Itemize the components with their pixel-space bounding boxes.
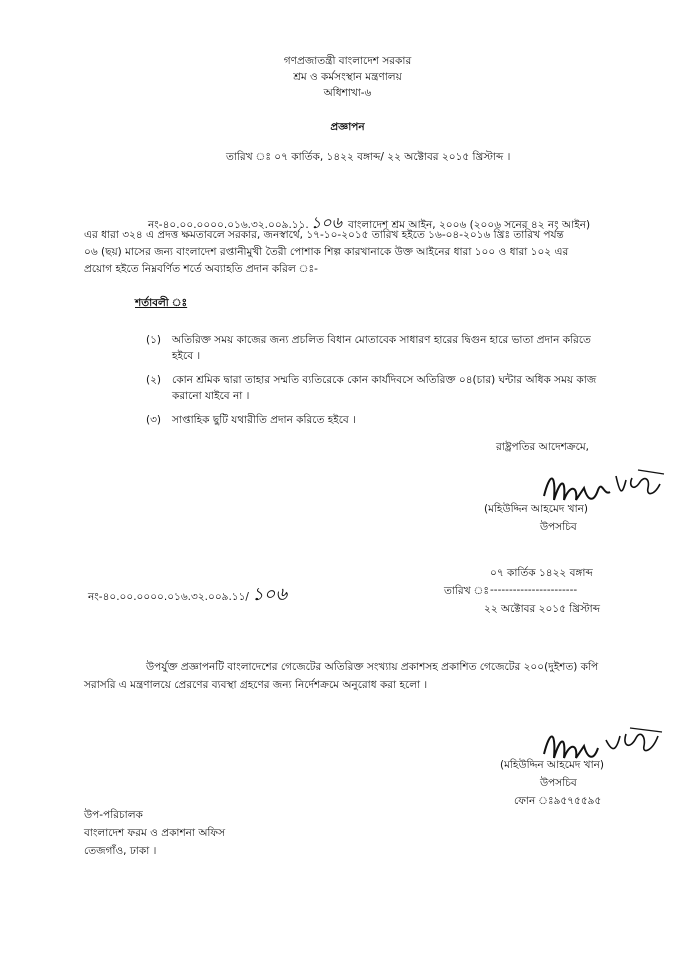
condition-item	[146, 332, 636, 366]
recipient-office: বাংলাদেশ ফরম ও প্রকাশনা অফিস	[84, 827, 226, 839]
memo2-date-english: ২২ অক্টোবর ২০১৫ খ্রিস্টাব্দ	[484, 603, 601, 615]
memo2-date-dashes: -----------------------	[490, 584, 578, 596]
recipient-address: তেজগাঁও, ঢাকা ।	[84, 845, 157, 857]
body-line-2: এর ধারা ৩২৪ এ প্রদত্ত ক্ষমতাবলে সরকার, জনস্বার্থে, ১৭-১০-২০১৫ তারিখ হইতে ১৬-০৪-২০১৬ খ্রিঃ তারিখ পর্যন্ত	[84, 229, 564, 241]
condition-text: অতিরিক্ত সময় কাজের জন্য প্রচলিত বিধান মোতাবেক সাধারণ হারের দ্বিগুন হারে ভাতা প্রদান করিতে	[172, 334, 591, 346]
memo-law-reference: বাংলাদেশ শ্রম আইন, ২০০৬ (২০০৬ সনের ৪২ নং আইন)	[347, 219, 591, 231]
recipient-title: উপ-পরিচালক	[84, 809, 143, 821]
section-name: অধিশাখা-৬	[323, 87, 372, 99]
condition-text-cont: হইবে ।	[172, 350, 201, 362]
signatory-name-1: (মহিউদ্দিন আহমেদ খান)	[484, 503, 588, 515]
body-line-4: প্রয়োগ হইতে নিম্নবর্ণিত শর্তে অব্যাহতি প্রদান করিল ঃ-	[84, 263, 318, 275]
memo2-handwritten-number: ১০৬	[251, 584, 288, 605]
memo-handwritten-number: ১০৬	[310, 213, 342, 232]
government-name: গণপ্রজাতন্ত্রী বাংলাদেশ সরকার	[283, 55, 412, 67]
request-line-2: সরাসরি এ মন্ত্রণালয়ে প্রেরণের ব্যবস্থা গ্রহণের জন্য নির্দেশক্রমে অনুরোধ করা হলো ।	[84, 679, 428, 691]
ministry-name: শ্রম ও কর্মসংস্থান মন্ত্রণালয়	[293, 71, 402, 83]
condition-text: সাপ্তাহিক ছুটি যথারীতি প্রদান করিতে হইবে ।	[172, 414, 356, 426]
signatory-name-2: (মহিউদ্দিন আহমেদ খান)	[500, 759, 604, 771]
condition-text-cont: করানো যাইবে না ।	[172, 390, 250, 402]
condition-text: কোন শ্রমিক দ্বারা তাহার সম্মতি ব্যতিরেকে কোন কার্যদিবসে অতিরিক্ত ০৪(চার) ঘন্টার অধিক সময় কাজ	[172, 374, 597, 386]
condition-number: (১)	[146, 334, 162, 346]
condition-number: (২)	[146, 374, 162, 386]
memo2-number: নং-৪০.০০.০০০০.০১৬.৩২.০০৯.১১/	[88, 591, 249, 603]
notification-date: তারিখ ঃ ০৭ কার্তিক, ১৪২২ বঙ্গাব্দ/ ২২ অক্টোবর ২০১৫ খ্রিস্টাব্দ ।	[226, 151, 511, 163]
condition-number: (৩)	[146, 414, 162, 426]
signatory-phone: ফোন ঃ৯৫৭৫৫৯৫	[514, 795, 602, 807]
conditions-heading: শর্তাবলী ঃ	[135, 297, 188, 309]
by-order-of-president: রাষ্ট্রপতির আদেশক্রমে,	[496, 441, 589, 453]
condition-item	[146, 372, 636, 406]
signatory-designation-2: উপসচিব	[540, 777, 577, 789]
document-title: প্রজ্ঞাপন	[330, 121, 365, 133]
body-line-3: ০৬ (ছয়) মাসের জন্য বাংলাদেশ রপ্তানীমুখী তৈরী পোশাক শিল্প কারখানাকে উক্ত আইনের ধারা ১০০ ও ধারা ১০২ এর	[84, 246, 569, 258]
signatory-designation-1: উপসচিব	[540, 521, 577, 533]
memo2-date-bengali: ০৭ কার্তিক ১৪২২ বঙ্গাব্দ	[490, 567, 593, 579]
condition-item	[146, 412, 636, 430]
memo2-number-line	[88, 580, 287, 611]
memo-number: নং-৪০.০০.০০০০.০১৬.৩২.০০৯.১১.	[148, 219, 309, 231]
memo2-date-label: তারিখ ঃ	[444, 585, 489, 597]
request-line-1: উপর্যুক্ত প্রজ্ঞাপনটি বাংলাদেশের গেজেটের অতিরিক্ত সংখ্যায় প্রকাশসহ প্রকাশিত গেজেটের ২০০(দুইশত) কপি	[146, 661, 599, 673]
